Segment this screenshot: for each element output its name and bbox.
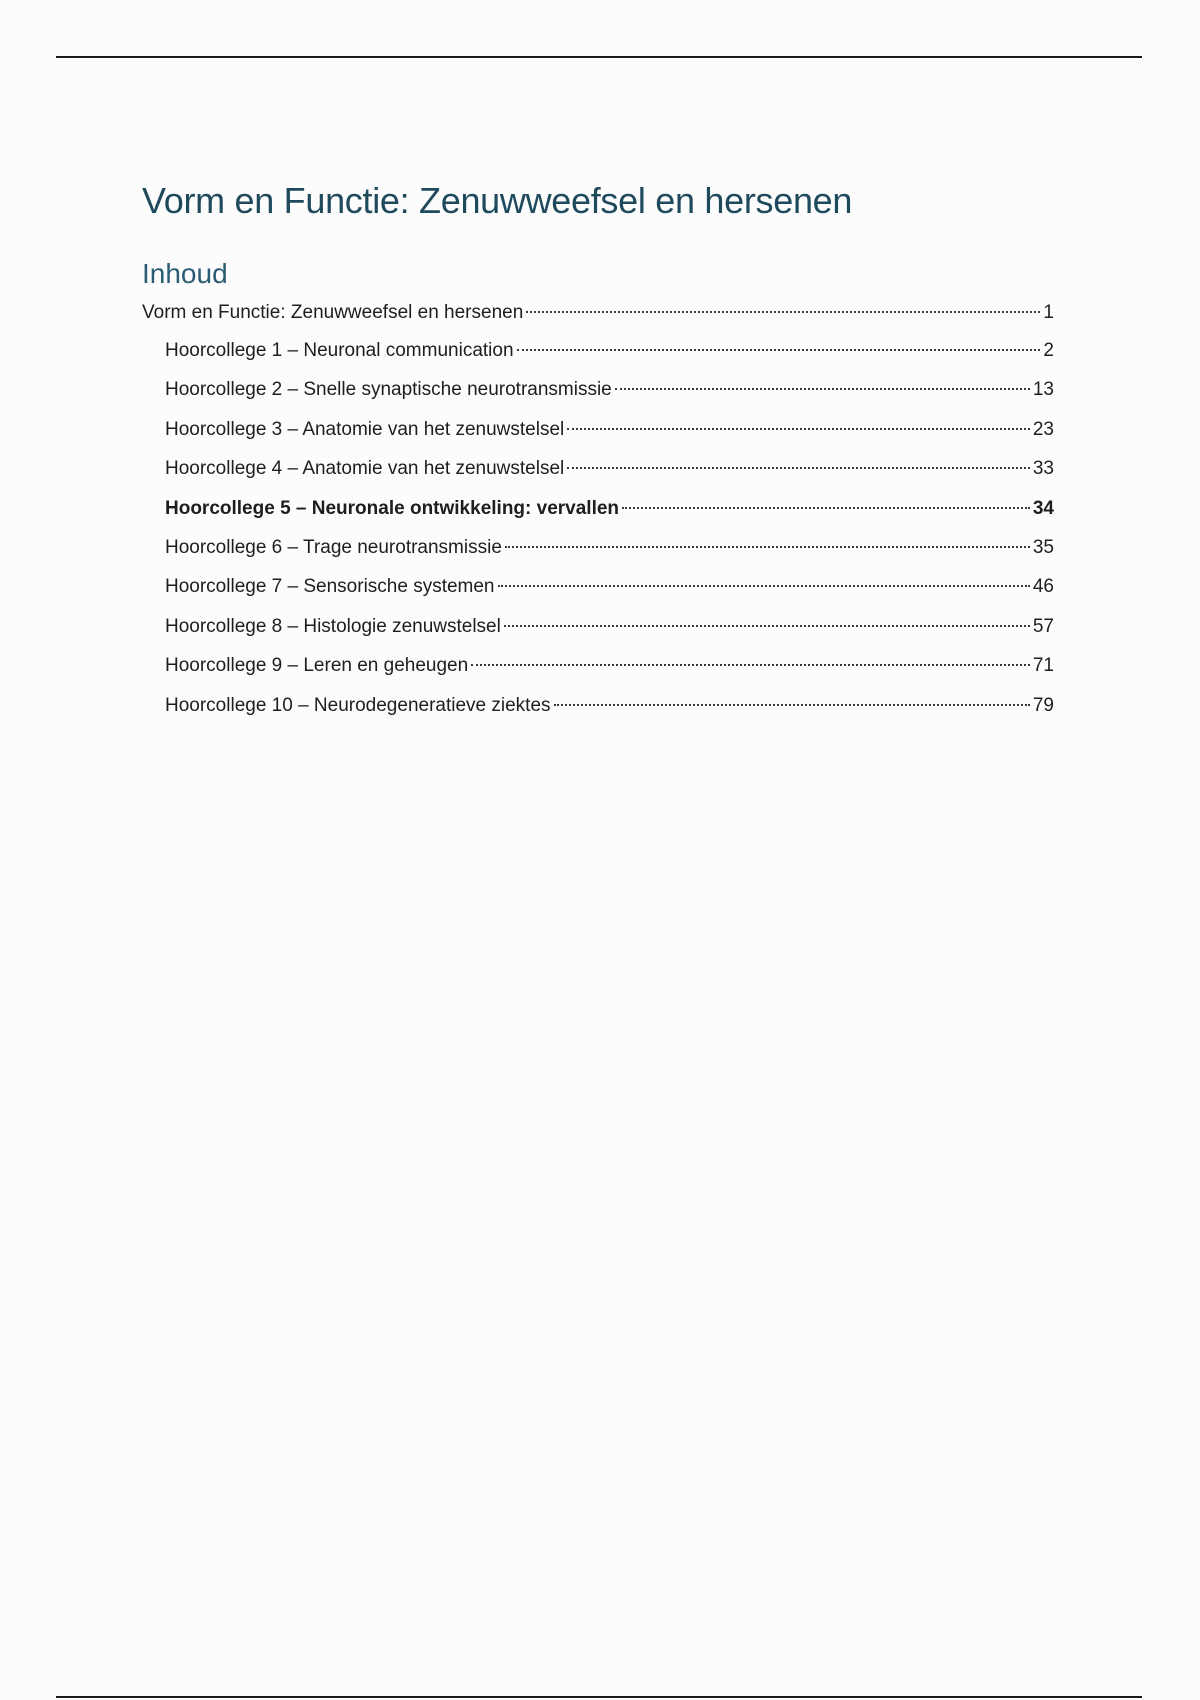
toc-entry-label: Hoorcollege 8 – Histologie zenuwstelsel — [165, 615, 501, 637]
toc-page-number: 34 — [1032, 497, 1054, 519]
toc-entry-label: Hoorcollege 7 – Sensorische systemen — [165, 576, 495, 598]
toc-page-number: 33 — [1032, 458, 1054, 480]
toc-dot-leader — [504, 625, 1030, 627]
toc-entry-label: Hoorcollege 10 – Neurodegeneratieve ziektes — [165, 694, 551, 716]
toc-entry-hoorcollege-4[interactable] — [142, 454, 1054, 493]
toc-dot-leader — [505, 546, 1030, 548]
toc-dot-leader — [526, 311, 1040, 313]
toc-entry-main[interactable] — [142, 298, 1054, 336]
toc-entry-label: Hoorcollege 2 – Snelle synaptische neurotransmissie — [165, 379, 612, 401]
toc-entry-hoorcollege-5[interactable] — [142, 494, 1054, 533]
toc-entry-hoorcollege-3[interactable] — [142, 415, 1054, 454]
toc-entry-hoorcollege-1[interactable] — [142, 336, 1054, 375]
toc-heading: Inhoud — [142, 258, 228, 289]
toc-entry-hoorcollege-7[interactable] — [142, 572, 1054, 611]
toc-page-number: 2 — [1043, 340, 1054, 361]
toc-page-number: 23 — [1032, 418, 1054, 440]
toc-page-number: 13 — [1032, 379, 1054, 401]
toc-dot-leader — [471, 664, 1030, 666]
toc-entry-label: Hoorcollege 3 – Anatomie van het zenuwstelsel — [165, 418, 565, 440]
toc-dot-leader — [615, 388, 1030, 390]
document-title: Vorm en Functie: Zenuwweefsel en hersenen — [142, 180, 853, 221]
table-of-contents — [142, 298, 1054, 730]
toc-entry-hoorcollege-10[interactable] — [142, 691, 1054, 730]
toc-page-number: 1 — [1043, 302, 1054, 323]
toc-page-number: 57 — [1032, 615, 1054, 637]
toc-entry-label: Hoorcollege 5 – Neuronale ontwikkeling: vervallen — [165, 497, 620, 519]
toc-dot-leader — [567, 467, 1030, 469]
toc-entry-label: Hoorcollege 6 – Trage neurotransmissie — [165, 536, 502, 558]
toc-page-number: 79 — [1032, 694, 1054, 716]
header-rule — [56, 56, 1142, 58]
toc-entry-label: Hoorcollege 1 – Neuronal communication — [165, 340, 514, 361]
toc-dot-leader — [517, 349, 1041, 351]
toc-page-number: 46 — [1032, 576, 1054, 598]
toc-entry-label: Vorm en Functie: Zenuwweefsel en hersenen — [142, 302, 524, 323]
toc-entry-hoorcollege-6[interactable] — [142, 533, 1054, 572]
toc-entry-hoorcollege-9[interactable] — [142, 651, 1054, 690]
toc-entry-hoorcollege-8[interactable] — [142, 612, 1054, 651]
toc-page-number: 35 — [1032, 536, 1054, 558]
toc-dot-leader — [567, 428, 1030, 430]
toc-entry-label: Hoorcollege 4 – Anatomie van het zenuwstelsel — [165, 458, 565, 480]
footer-rule — [56, 1696, 1142, 1698]
toc-dot-leader — [622, 507, 1030, 509]
toc-page-number: 71 — [1032, 655, 1054, 677]
toc-dot-leader — [498, 585, 1030, 587]
toc-entry-label: Hoorcollege 9 – Leren en geheugen — [165, 655, 469, 677]
toc-entry-hoorcollege-2[interactable] — [142, 375, 1054, 414]
toc-dot-leader — [554, 704, 1030, 706]
